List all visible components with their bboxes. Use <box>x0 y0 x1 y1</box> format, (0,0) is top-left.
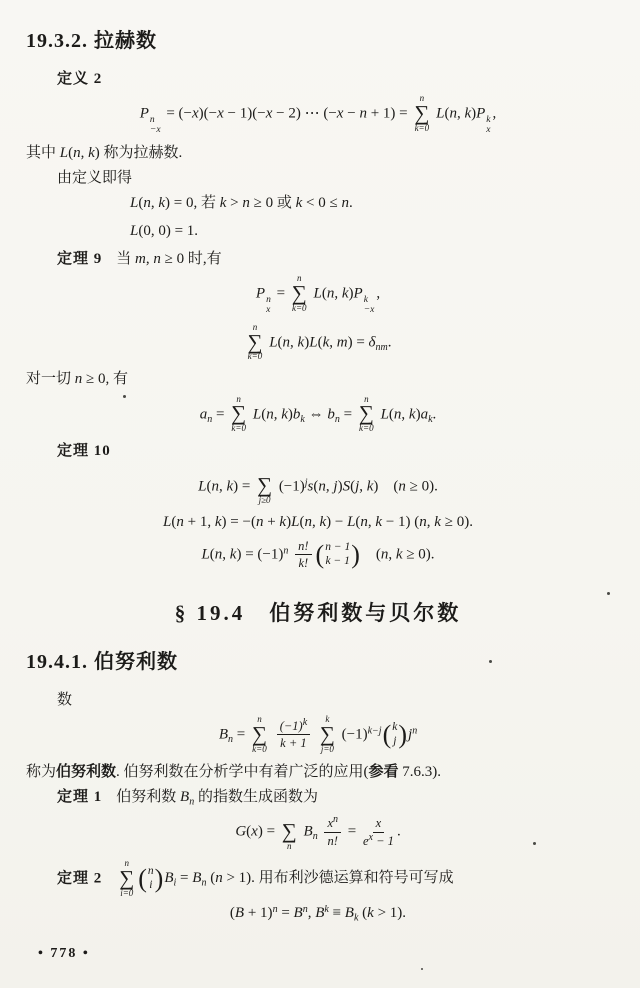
heading-19-3-2-lah-numbers: 19.3.2. 拉赫数 <box>26 30 157 52</box>
definition-2-line <box>57 69 610 89</box>
formula-inverse-pair: $a_n$ = n ∑ k=0 L(n, $k)b_k$ ⇔ $b_n$ = n ∑ k=0 L(n, $k)a_k$. <box>199 393 437 434</box>
theorem-1-text: 伯努利数 $B_n$ 的指数生成函数为 <box>116 789 318 808</box>
lah-where-line: 其中 L(n, k) 称为拉赫数. <box>26 144 183 161</box>
scan-speck <box>533 842 536 845</box>
theorem-1-label: 定理 1 <box>57 789 103 805</box>
formula-theorem9-expansion: P n x = n ∑ k=0 L(n, k)P k −x , <box>255 273 381 316</box>
intro-word-line: 数 <box>57 691 73 708</box>
formula-lah-definition: P n −x = (−x)(−x − 1)(−x − 2) ⋯ (−x − n + 1) = n ∑ k=0 L(n, k)P k x , <box>139 93 497 136</box>
formula-bernoulli-number: $B_n$ = n ∑ k=0 $\frac{(-1)^k}{k + 1}$ k ∑ j=0 $(-1)^{k-j}$ ( k j ) $j^n$ <box>218 714 418 754</box>
theorem-2-label: 定理 2 <box>57 870 103 887</box>
formula-theorem9-orthogonality: n ∑ k=0 L(n, k)L(k, $m) = \delta_{nm}$. <box>247 321 392 362</box>
scan-speck <box>421 968 423 970</box>
for-all-n-line: 对一切 n ≥ 0, 有 <box>26 371 128 388</box>
theorem-10-label: 定理 10 <box>57 443 111 460</box>
theorem-1-line <box>57 787 610 807</box>
page-number: • 778 • <box>38 946 90 961</box>
bernoulli-called-line: 称为伯努利数. 伯努利数在分析学中有着广泛的应用(参看 7.6.3). <box>26 763 442 780</box>
formula-theorem10-stirling: L(n, k) = ∑ j≥0 $(-1)^js(n$, j)S(j, k) (n ≥ 0). <box>198 473 438 506</box>
theorem-9-label: 定理 9 <box>57 250 103 267</box>
from-definition-line: 由定义即得 <box>57 170 133 187</box>
theorem-9-condition: 当 m, n ≥ 0 时,有 <box>116 250 222 267</box>
formula-theorem10-closed-form: L(n, $k) = (-1)^n$ $\frac{n!}{k!}$ ( n − 1 k − 1 ) (n, k ≥ 0). <box>201 539 435 571</box>
formula-generating-function: G(x) = ∑ n $B_n$ $\frac{x^n}{n!}$ = $\frac{x}{e^x - 1}$ . <box>235 814 401 852</box>
theorem-10-line <box>57 441 610 461</box>
formula-lah-initial-value: L(0, 0) = 1. <box>130 223 199 240</box>
formula-umbral-notation: $(B + 1)^n = B^n$, $B^k \equiv B_k$ (k > 1). <box>229 903 407 924</box>
formula-lah-zero-cases: L(n, k) = 0, 若 k > n ≥ 0 或 k < 0 ≤ n. <box>130 195 353 212</box>
definition-2-label: 定义 2 <box>57 71 103 87</box>
theorem-2-line <box>57 859 610 899</box>
scan-speck <box>123 395 126 398</box>
section-heading-19-4: § 19.4 伯努利数与贝尔数 <box>174 600 462 625</box>
theorem-2-text: n ∑ i=0 ( n i ) $B_i = B_n$ (n > 1). 用布利沙德运算和符号可写成 <box>119 857 454 898</box>
formula-theorem10-recurrence: L(n + 1, k) = −(n + k)L(n, k) − L(n, k − 1) (n, k ≥ 0). <box>163 514 473 531</box>
heading-19-4-1-bernoulli: 19.4.1. 伯努利数 <box>26 650 178 673</box>
theorem-9-line <box>57 249 610 269</box>
scan-speck <box>489 660 492 663</box>
scan-speck <box>607 592 610 595</box>
